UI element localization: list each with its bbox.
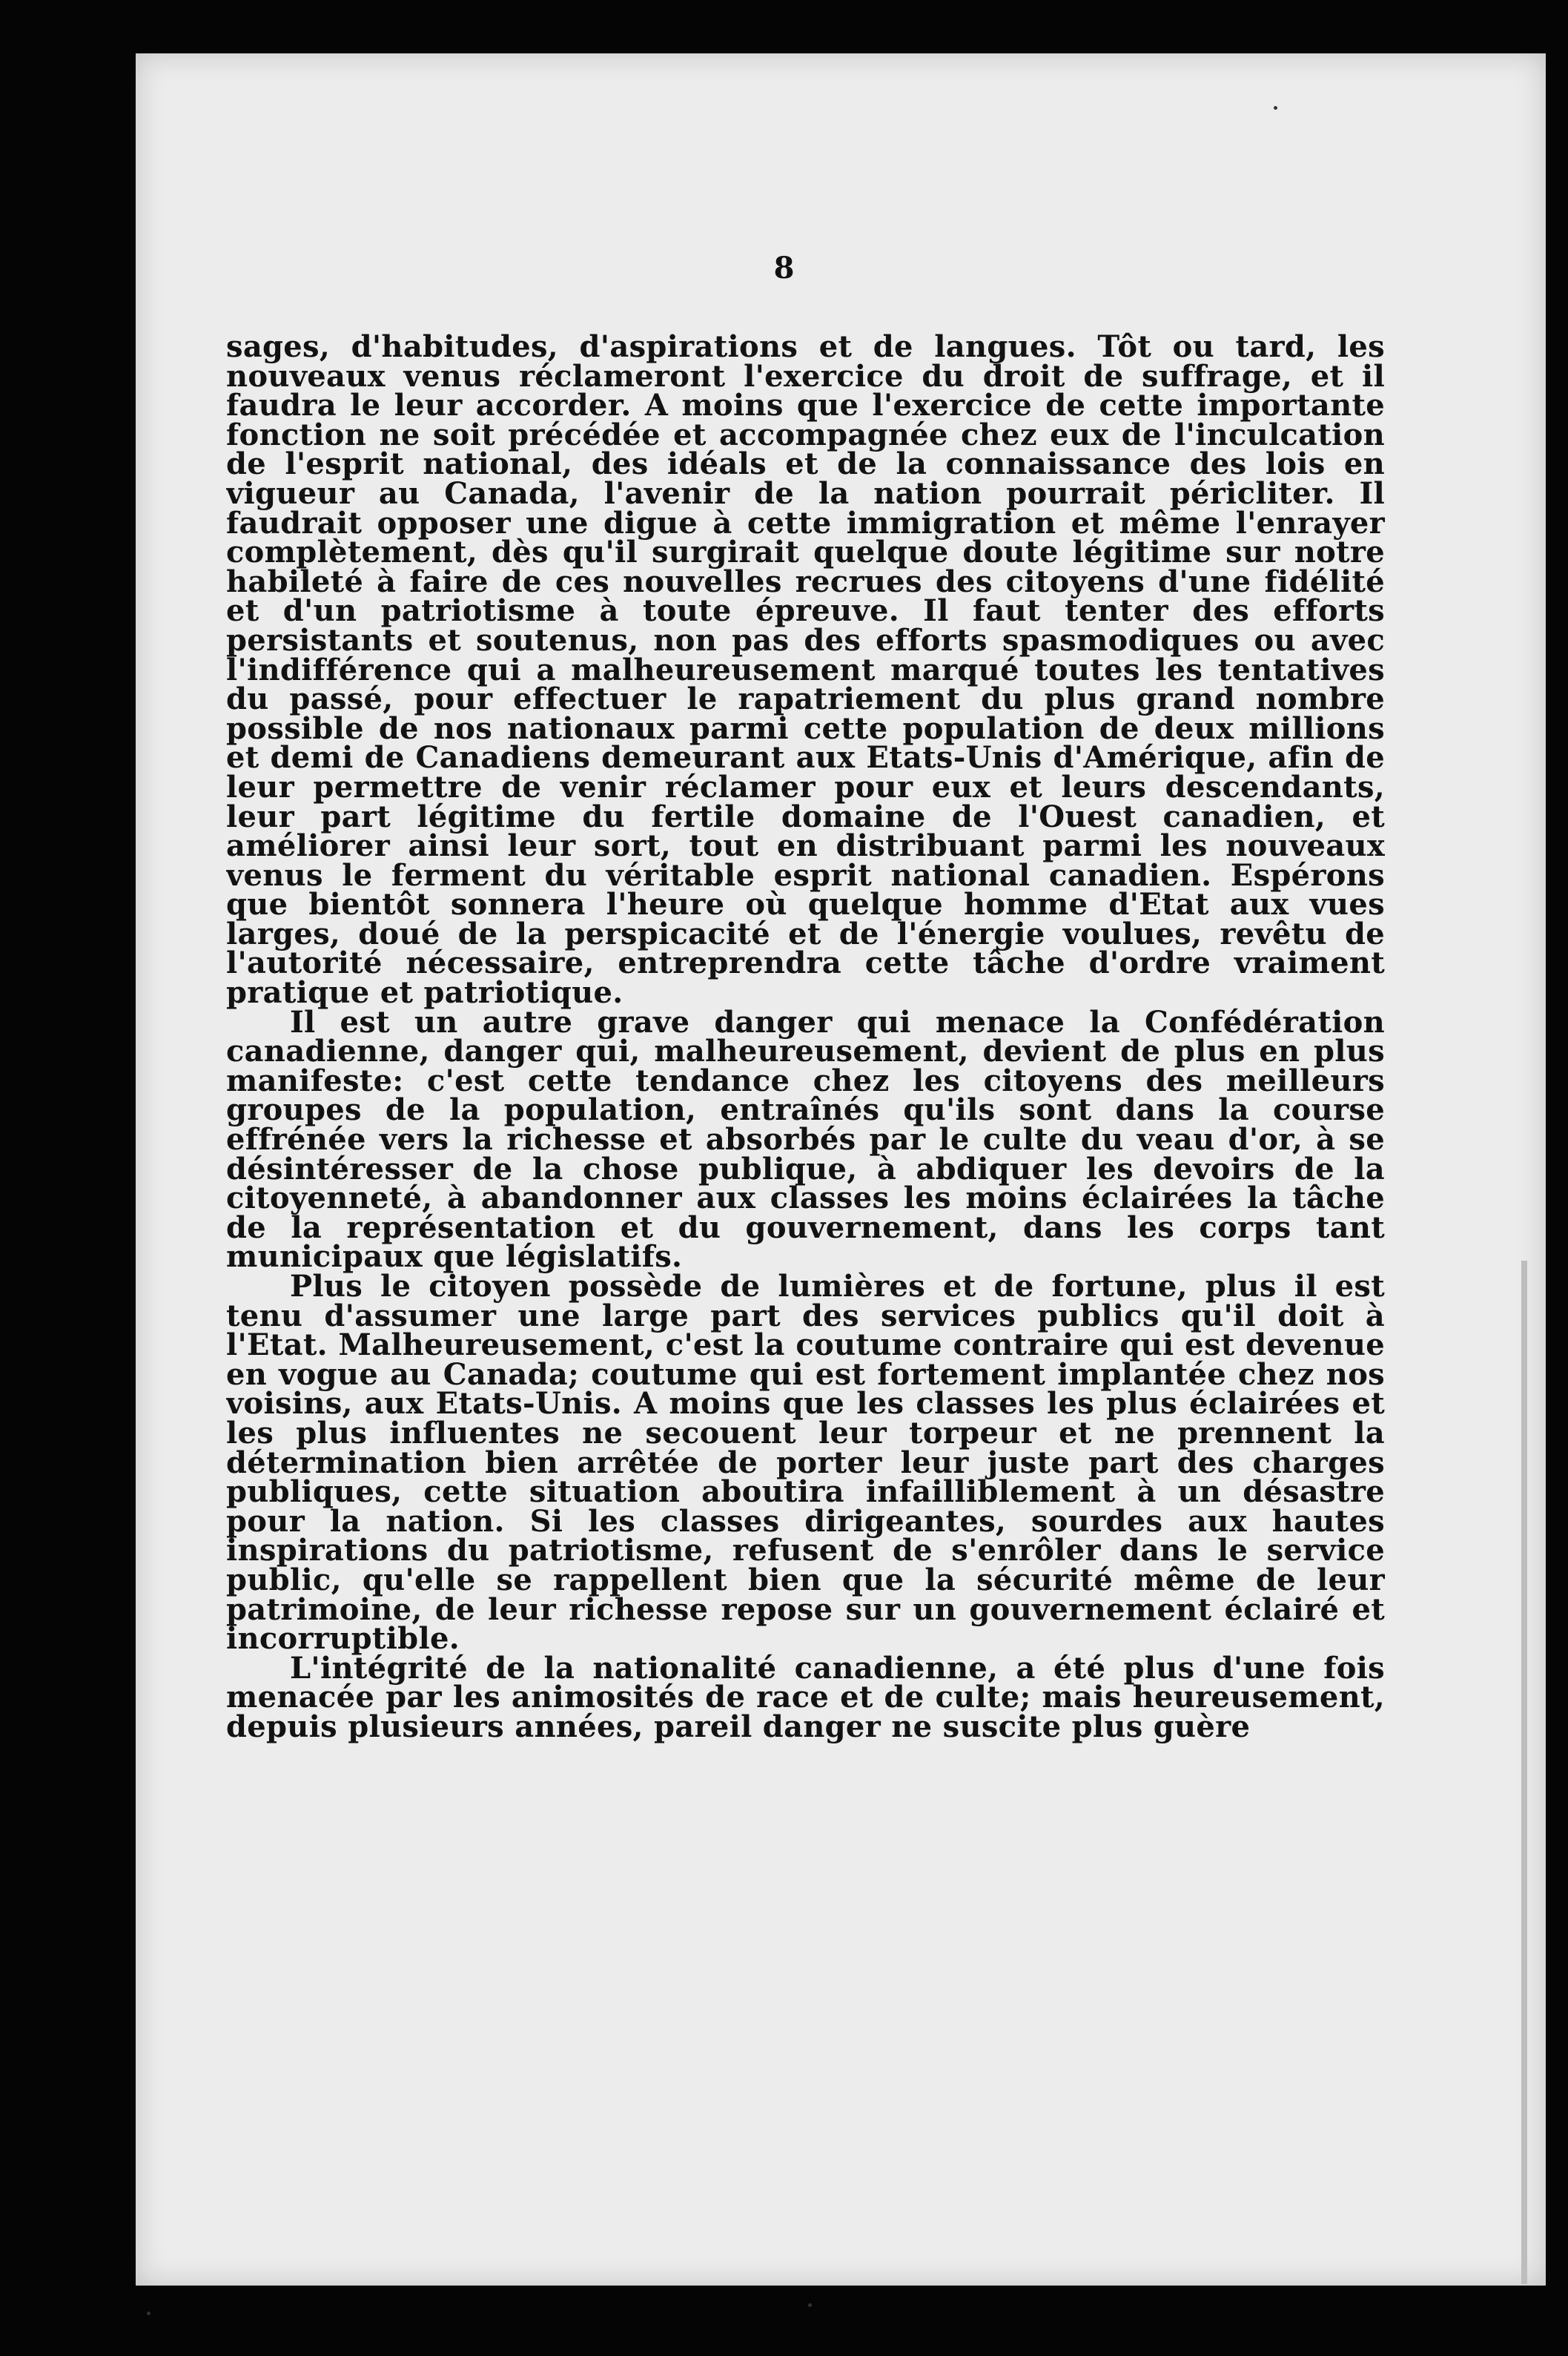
page-number: 8 <box>773 251 795 286</box>
body-text <box>226 332 1385 2157</box>
scan-speck <box>147 2312 150 2315</box>
paragraph-4: L'intégrité de la nationalité canadienne, a été plus d'une fois menacée par les animosités de race et de culte; mais heureusement, depuis plusieurs années, pareil danger ne suscite plus guère <box>226 1650 1385 1744</box>
scan-speck <box>808 2303 812 2307</box>
page-edge <box>1521 1261 1527 2284</box>
paragraph-1: sages, d'habitudes, d'aspirations et de langues. Tôt ou tard, les nouveaux venus réclameront l'exercice du droit de suffrage, et il faudra le leur accorder. A moins que l'exercice de cette importante fonction ne soit précédée et accompagnée chez eux de l'inculcation de l'esprit national, des idéals et de la connaissance des lois en vigueur au Canada, l'avenir de la nation pourrait péricliter. Il faudrait opposer une digue à cette immigration et même l'enrayer complètement, dès qu'il surgirait quelque doute légitime sur notre habileté à faire de ces nouvelles recrues des citoyens d'une fidélité et d'un patriotisme à toute épreuve. Il faut tenter des efforts persistants et soutenus, non pas des efforts spasmodiques ou avec l'indifférence qui a malheureusement marqué toutes les tentatives du passé, pour effectuer le rapatriement du plus grand nombre possible de nos nationaux parmi cette population de deux millions et demi de Canadiens demeurant aux Etats-Unis d'Amérique, afin de leur permettre de venir réclamer pour eux et leurs descendants, leur part légitime du fertile domaine de l'Ouest canadien, et améliorer ainsi leur sort, tout en distribuant parmi les nouveaux venus le ferment du véritable esprit national canadien. Espérons que bientôt sonnera l'heure où quelque homme d'Etat aux vues larges, doué de la perspicacité et de l'énergie voulues, revêtu de l'autorité nécessaire, entreprendra cette tâche d'ordre vraiment pratique et patriotique. <box>226 332 1385 1011</box>
scan-speck <box>1274 106 1277 110</box>
paragraph-3: Plus le citoyen possède de lumières et de fortune, plus il est tenu d'assumer une large part des services publics qu'il doit à l'Etat. Malheureusement, c'est la coutume contraire qui est devenue en vogue au Canada; coutume qui est fortement implantée chez nos voisins, aux Etats-Unis. A moins que les classes les plus éclairées et les plus influentes ne secouent leur torpeur et ne prennent la détermination bien arrêtée de porter leur juste part des charges publiques, cette situation aboutira infailliblement à un désastre pour la nation. Si les classes dirigeantes, sourdes aux hautes inspirations du patriotisme, refusent de s'enrôler dans le service public, qu'elle se rappellent bien que la sécurité même de leur patrimoine, de leur richesse repose sur un gouvernement éclairé et incorruptible. <box>226 1269 1385 1657</box>
paragraph-2: Il est un autre grave danger qui menace la Confédération canadienne, danger qui, malheureusement, devient de plus en plus manifeste: c'est cette tendance chez les citoyens des meilleurs groupes de la population, entraînés qu'ils sont dans la course effrénée vers la richesse et absorbés par le culte du veau d'or, à se désintéresser de la chose publique, à abdiquer les devoirs de la citoyenneté, à abandonner aux classes les moins éclairées la tâche de la représentation et du gouvernement, dans les corps tant municipaux que législatifs. <box>226 1004 1385 1275</box>
